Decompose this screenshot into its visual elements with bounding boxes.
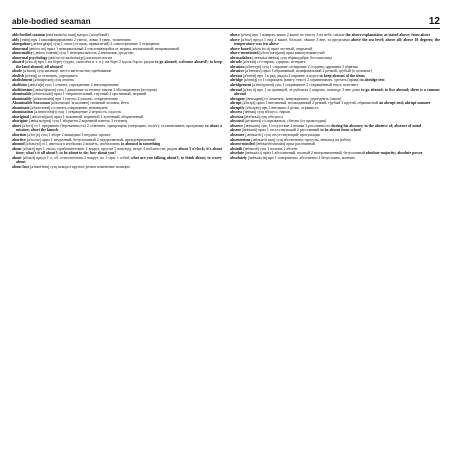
transcription: [,æbnɔː'mælɪtɪ] bbox=[33, 51, 59, 56]
transcription: [ə'brɪdʒmənt] bbox=[252, 83, 274, 88]
example: to go abroad; to live abroad; there is a rumour abroad bbox=[234, 87, 440, 97]
transcription: [,æbə'rɪdʒɪnɪ] bbox=[28, 119, 52, 124]
transcription: [,æbə'lɪʃnɪzm] bbox=[33, 87, 56, 92]
transcription: [,æbə'rɪdʒənl] bbox=[30, 114, 53, 119]
definition: сущ 1 отсутствие 2 неявка 3 рассеянность bbox=[260, 123, 331, 128]
headword: abomination bbox=[12, 110, 33, 115]
example: an abrupt end; abrupt manner bbox=[379, 101, 431, 106]
definition: сущ 1 абориген 2 коренной житель 3 туземец bbox=[52, 119, 128, 124]
headword: aboard bbox=[12, 60, 24, 65]
transcription: [ə,bɒmɪ'neɪʃn] bbox=[33, 110, 57, 115]
definition: психопатология bbox=[85, 55, 112, 60]
definition: нрч 1 квалифицированно 2 умело, ловко 3 умно, талантливо bbox=[31, 37, 131, 42]
definition: гл 1 иметься в изобилии 2 кишеть, изобиловать bbox=[41, 142, 120, 147]
transcription: ['æbsəluːtlɪ] bbox=[247, 155, 267, 160]
headword: about face bbox=[12, 164, 30, 169]
headword: able-bodied seaman bbox=[12, 33, 45, 37]
transcription: [ə'bɒmɪnəbl] bbox=[32, 92, 53, 97]
headword: abominate bbox=[12, 105, 30, 110]
headword: abnormal bbox=[12, 46, 29, 51]
transcription: [,æbsən'tiː] bbox=[245, 133, 264, 138]
dictionary-entry bbox=[12, 124, 222, 133]
example: to keep abreast of the times bbox=[319, 73, 365, 78]
example: during his absence; in the absence of; absence of mind bbox=[331, 123, 422, 128]
definition: предл 1 о, об, относительно 2 вокруг, по 3 при, с собой bbox=[35, 155, 130, 160]
headword: abscond bbox=[230, 119, 244, 124]
transcription: ['eɪblɪ] bbox=[20, 37, 31, 42]
headword: abrogate bbox=[230, 96, 245, 101]
dictionary-entry bbox=[230, 38, 440, 47]
transcription: [,æbrəkə'dæbrə] bbox=[252, 55, 280, 60]
transcription: ['æbsəns] bbox=[243, 123, 260, 128]
definition: прил 1 абразивный, шлифовальный 2 резкий, грубый (о человеке) bbox=[262, 69, 372, 74]
headword: above board bbox=[230, 46, 251, 51]
example: above the sea level; above all; above 10 degrees; the temperature was ten above bbox=[234, 37, 440, 47]
headword: absence bbox=[230, 123, 243, 128]
definition: сущ абсентеизм; прогулы, невыход на работу bbox=[276, 137, 352, 142]
definition: прил 1 отсутствующий 2 рассеянный bbox=[257, 128, 320, 133]
definition: предл 1 над 2 выше, больше, свыше 3 вне, за пределами bbox=[253, 37, 350, 42]
headword: aborigine bbox=[12, 119, 28, 124]
definition: прил 1 абсолютный, полный 2 неограниченный, безусловный bbox=[262, 151, 365, 156]
definition: сущ абсцисса bbox=[260, 114, 283, 119]
headword: abscess bbox=[230, 110, 243, 115]
headword: above-mentioned bbox=[230, 51, 259, 56]
headword: abound bbox=[12, 142, 25, 147]
headword: abruptly bbox=[230, 105, 245, 110]
transcription: [,æbsən'tiːɪzm] bbox=[251, 137, 276, 142]
headword: abortion bbox=[12, 133, 27, 138]
definition: сущ отмена bbox=[54, 78, 74, 83]
example: the above explanation; as stated above; from above bbox=[345, 33, 431, 37]
example: absolute majority; absolute power bbox=[365, 151, 423, 156]
definition: сущ абсцесс, нарыв bbox=[257, 110, 290, 115]
transcription: [æb'sɪsə] bbox=[244, 114, 260, 119]
headword: abroad bbox=[230, 87, 242, 92]
headword: abort bbox=[12, 123, 22, 128]
transcription: [əb'skɒnd] bbox=[244, 119, 262, 124]
transcription: [ə'breɪd] bbox=[242, 60, 257, 65]
definition: сущ отсутствующий; прогульщик bbox=[264, 133, 320, 138]
dictionary-entry bbox=[12, 156, 222, 165]
dictionary-entry bbox=[230, 156, 440, 161]
definition: гл питать отвращение, ненавидеть bbox=[51, 105, 108, 110]
definition: снежный человек, йети bbox=[90, 101, 129, 106]
definition: нрч 1 гнусно 2 ужасно, отвратительно bbox=[55, 96, 119, 101]
definition: сущ 1 аборт 2 выкидыш 3 неудача, провал bbox=[40, 133, 111, 138]
example: to go aboard; welcome aboard!; to keep the land aboard; all aboard! bbox=[16, 60, 222, 69]
headword: ably bbox=[12, 37, 20, 42]
definition: прил 1 ненормальный 2 отклоняющийся от нормы, аномальный; неправильный bbox=[47, 46, 180, 51]
definition: нрч 1 наверху, выше 2 выше по тексту 3 на небе; свыше bbox=[252, 33, 345, 37]
example: what are you talking about?; to think about; to worry about bbox=[16, 155, 222, 165]
transcription: [æb'nɔːml saɪ'kɒlədʒɪ] bbox=[48, 55, 85, 60]
headword: abolish bbox=[12, 73, 24, 78]
transcription: [ə'bɒmɪnəbl 'snəʊmæn] bbox=[50, 101, 90, 106]
definition: сущ поворот кругом; резкое изменение позиции bbox=[50, 164, 130, 169]
dictionary-entry bbox=[230, 88, 440, 97]
definition: прил рассеянный bbox=[286, 142, 315, 147]
headword: abnegation bbox=[12, 42, 31, 47]
transcription: [ə'brʌptlɪ] bbox=[245, 105, 261, 110]
definition: гл отменять, аннулировать, упразднять (закон) bbox=[264, 96, 342, 101]
transcription: [ə'bɔːt] bbox=[22, 123, 34, 128]
definition: прил 1 внезапный, неожиданный 2 резкий, грубый 3 крутой, обрывистый bbox=[256, 101, 379, 106]
definition: прил 1 неудачный, безуспешный 2 недоразвитый, преждевременный bbox=[41, 137, 156, 142]
headword: about bbox=[12, 155, 22, 160]
left-column bbox=[12, 33, 222, 447]
transcription: [ə'baʊt] bbox=[22, 146, 35, 151]
definition: гл отменять, упразднять bbox=[37, 73, 78, 78]
definition: сущ 1 движение за отмену закона 2 аболиционизм (история) bbox=[56, 87, 157, 92]
headword: above bbox=[230, 37, 240, 42]
definition: сущ жилище, место жительства; пребывание bbox=[36, 69, 112, 74]
headword: abominable bbox=[12, 92, 32, 97]
page-header bbox=[12, 14, 440, 29]
headword: abscissa bbox=[230, 114, 244, 119]
headword: abolition bbox=[12, 83, 27, 88]
transcription: [ə'brest] bbox=[243, 73, 257, 78]
definition: сущ 1 сокращение 2 сокращённый текст, конспект bbox=[274, 83, 358, 88]
headword: abnormal psychology bbox=[12, 55, 48, 60]
dictionary-entry bbox=[12, 165, 222, 170]
transcription: [ə'breɪsɪv] bbox=[245, 69, 262, 74]
transcription: [eɪbl'bɒdɪd'siːmən] bbox=[45, 33, 77, 37]
transcription: [,æbnɪ'geɪʃn] bbox=[31, 42, 53, 47]
definition: сущ 1 полынь 2 абсент bbox=[259, 146, 298, 151]
definition: нрч 1 около, приблизительно 2 вокруг, кругом 3 повсюду, везде 4 поблизости, рядом bbox=[35, 146, 178, 151]
headword: absentee bbox=[230, 133, 245, 138]
definition: прил 1 отвратительный, гнусный 2 противный, мерзкий bbox=[53, 92, 147, 97]
transcription: [ə'bʌv] bbox=[240, 33, 252, 37]
transcription: [ə'bɒmɪneɪt] bbox=[30, 105, 51, 110]
headword: abominably bbox=[12, 96, 32, 101]
headword: absent bbox=[230, 128, 241, 133]
example: to abort a mission; abort the launch bbox=[16, 123, 222, 133]
transcription: [ə'bʌv'bɔːd] bbox=[251, 46, 270, 51]
headword: aboriginal bbox=[12, 114, 30, 119]
definition: нрч 1 в ряд, рядом 2 наравне, в курсе bbox=[257, 73, 319, 78]
definition: прил 1 исконный, коренной 2 туземный, аборигенный bbox=[53, 114, 144, 119]
headword: Abominable Snowman bbox=[12, 101, 50, 106]
dictionary-entry bbox=[12, 60, 222, 69]
transcription: [ə'baʊt] bbox=[22, 155, 35, 160]
headword: absent-minded bbox=[230, 142, 255, 147]
headword: absolutely bbox=[230, 155, 247, 160]
transcription: [ə'baʊt'feɪs] bbox=[30, 164, 50, 169]
definition: сущ 1 ненормальность 2 аномалия; уродство bbox=[59, 51, 134, 56]
headword: absolute bbox=[230, 151, 244, 156]
definition: гл 1 сокращать (книгу, текст) 2 ограничивать, урезать (права) bbox=[258, 78, 360, 83]
definition: сущ 1 отмена, упразднение 2 аннулирование bbox=[44, 83, 119, 88]
transcription: [ə'bɔːd] bbox=[25, 60, 37, 65]
transcription: ['æbsɪnθ] bbox=[243, 146, 259, 151]
example: to abridge text bbox=[360, 78, 385, 83]
headword: abrasion bbox=[230, 64, 245, 69]
transcription: [ə'brɔːd] bbox=[242, 87, 256, 92]
transcription: ['æbrəgeɪt] bbox=[245, 96, 264, 101]
definition: нрч 1 за границей, за рубежом 2 широко, повсюду 3 вне дома bbox=[257, 87, 361, 92]
headword: abolishment bbox=[12, 78, 33, 83]
dictionary-entry bbox=[12, 147, 222, 156]
headword: abnormality bbox=[12, 51, 33, 56]
example: to be absent from school bbox=[320, 128, 361, 133]
transcription: [ə'brʌpt] bbox=[242, 101, 256, 106]
headword: abracadabra bbox=[230, 55, 252, 60]
transcription: [ə'bʌv'menʃənd] bbox=[259, 51, 285, 56]
definition: прил вышеупомянутый bbox=[285, 51, 325, 56]
transcription: [ə'bɔːʃn] bbox=[27, 133, 40, 138]
example: to abound in something bbox=[120, 142, 161, 147]
transcription: [ə'bəʊd] bbox=[22, 69, 36, 74]
transcription: ['æbsəluːt] bbox=[244, 151, 262, 156]
transcription: [ə'baʊnd] bbox=[25, 142, 41, 147]
transcription: [,æbə'lɪʃn] bbox=[27, 83, 44, 88]
headword: abrasive bbox=[230, 69, 245, 74]
page-number: 12 bbox=[428, 16, 440, 27]
headword: abode bbox=[12, 69, 22, 74]
headword: absenteeism bbox=[230, 137, 251, 142]
definition: сущ 1 стирание, истирание 2 ссадина, царапина 3 абразия bbox=[261, 64, 358, 69]
definition: нрч 1 внезапно 2 резко, отрывисто bbox=[261, 105, 319, 110]
running-head: able-bodied seaman bbox=[12, 17, 91, 26]
transcription: [ə'bʌv] bbox=[241, 37, 252, 42]
transcription: [ə'bɒlɪʃmənt] bbox=[33, 78, 54, 83]
definition: гл 1 прерывать (беременность) 2 отменять, прекращать (операцию, полёт); останавливать программу bbox=[34, 123, 205, 128]
headword: abridge bbox=[230, 78, 243, 83]
transcription: [ə'breɪʒn] bbox=[245, 64, 261, 69]
definition: матрос (палубный) bbox=[77, 33, 109, 37]
headword: abrupt bbox=[230, 101, 242, 106]
headword: abortive bbox=[12, 137, 26, 142]
headword: abolitionism bbox=[12, 87, 33, 92]
right-column bbox=[230, 33, 440, 447]
transcription: ['æbsənt'maɪndɪd] bbox=[255, 142, 286, 147]
transcription: ['æbsənt] bbox=[241, 128, 257, 133]
example: about 5 o'clock; it's about time; what's it all about?; to be about to do; how about you? bbox=[16, 146, 222, 156]
transcription: [ə'bɔːtɪv] bbox=[26, 137, 41, 142]
definition: гл скрываться, сбегать (от правосудия) bbox=[262, 119, 327, 124]
headword: abreast bbox=[230, 73, 243, 78]
definition: сущ 1 отвращение 2 мерзость, гадость bbox=[57, 110, 122, 115]
definition: сущ абракадабра; бессмыслица bbox=[280, 55, 333, 60]
definition: прил честный, открытый bbox=[270, 46, 313, 51]
transcription: [æb'nɔːml] bbox=[29, 46, 47, 51]
headword: absinth bbox=[230, 146, 243, 151]
transcription: [ə'bɒmɪnəblɪ] bbox=[32, 96, 55, 101]
definition: нрч 1 на борту (судна, самолёта и т. п.); на борт 2 вдоль борта; рядом bbox=[37, 60, 155, 65]
transcription: [ə'bɒlɪʃ] bbox=[24, 73, 37, 78]
columns bbox=[12, 33, 440, 447]
transcription: ['æbsɪs] bbox=[243, 110, 257, 115]
definition: нрч 1 совершенно, абсолютно 2 безусловно, конечно bbox=[267, 155, 356, 160]
transcription: [ə'brɪdʒ] bbox=[243, 78, 258, 83]
headword: above bbox=[230, 33, 240, 37]
headword: about bbox=[12, 146, 22, 151]
definition: гл стирать, сдирать; истирать bbox=[257, 60, 306, 65]
headword: abridgement bbox=[230, 83, 252, 88]
definition: сущ 1 отказ (от прав, привилегий) 2 самоотречение 3 отрицание bbox=[53, 42, 160, 47]
headword: abrade bbox=[230, 60, 242, 65]
